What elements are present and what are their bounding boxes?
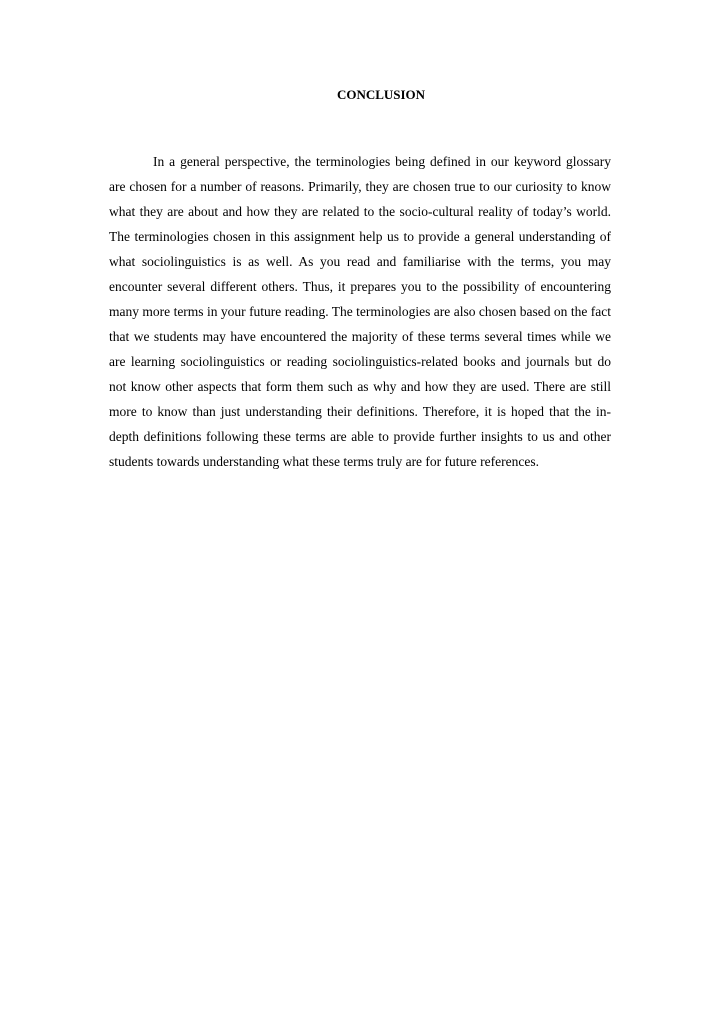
page-title: CONCLUSION [336,87,426,102]
body-paragraph: In a general perspective, the terminologies being defined in our keyword glossary are chosen for a number of reasons. Primarily, they are chosen true to our curiosity to know what they are about and how they are related to the socio-cultural reality of today’s world. The terminologies chosen in this assignment help us to provide a general understanding of what sociolinguistics is as well. As you read and familiarise with the terms, you may encounter several different others. Thus, it prepares you to the possibility of encountering many more terms in your future reading. The terminologies are also chosen based on the fact that we students may have encountered the majority of these terms several times while we are learning sociolinguistics or reading sociolinguistics-related books and journals but do not know other aspects that form them such as why and how they are used. There are still more to know than just understanding their definitions. Therefore, it is hoped that the in-depth definitions following these terms are able to provide further insights to us and other students towards understanding what these terms truly are for future references. [109,154,611,469]
